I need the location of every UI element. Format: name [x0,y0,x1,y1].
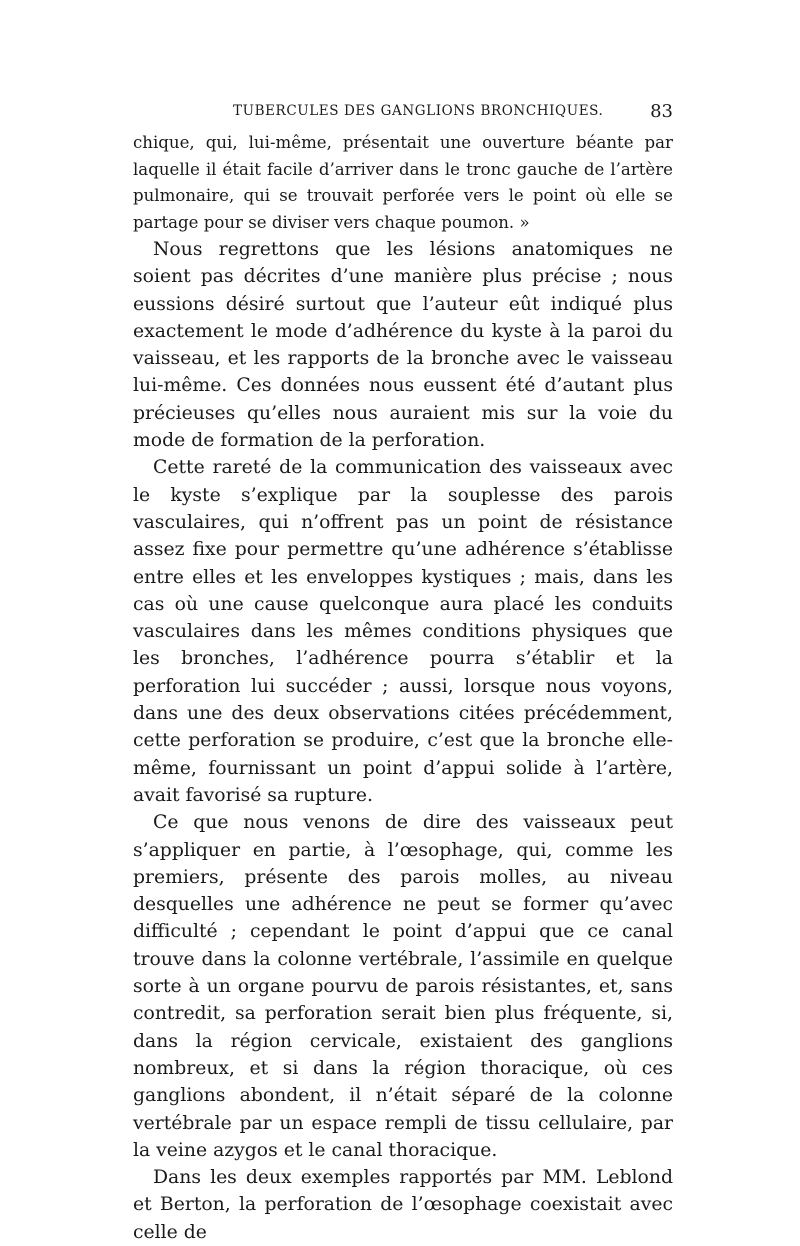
running-head [133,103,673,125]
body-text [133,130,673,1246]
running-title: TUBERCULES DES GANGLIONS BRONCHIQUES. [233,103,604,119]
paragraph-anatomical-lesions: Nous regrettons que les lésions anatomiques ne soient pas décrites d’une manière plus précise ; nous eussions désiré surtout que l’auteur eût indiqué plus exactement le mode d’adhérence du kyste à la paroi du vaisseau, et les rapports de la bronche avec le vaisseau lui-même. Ces données nous eussent été d’autant plus précieuses qu’elles nous auraient mis sur la voie du mode de formation de la perforation. [133,239,673,452]
paragraph-vessel-rarity: Cette rareté de la communication des vaisseaux avec le kyste s’explique par la souplesse des parois vasculaires, qui n’offrent pas un point de résistance assez fixe pour permettre qu’une adhérence s’établisse entre elles et les enveloppes kystiques ; mais, dans les cas où une cause quelconque aura placé les conduits vasculaires dans les mêmes conditions physiques que les bronches, l’adhérence pourra s’établir et la perforation lui succéder ; aussi, lorsque nous voyons, dans une des deux observations citées précédemment, cette perforation se produire, c’est que la bronche elle-même, fournissant un point d’appui solide à l’artère, avait favorisé sa rupture. [133,457,673,806]
paragraph-leblond-berton: Dans les deux exemples rapportés par MM. Leblond et Berton, la perforation de l’œsophage coexistait avec celle de [133,1167,673,1243]
paragraph-oesophagus: Ce que nous venons de dire des vaisseaux peut s’appliquer en partie, à l’œsophage, qui, comme les premiers, présente des parois molles, au niveau desquelles une adhérence ne peut se former qu’avec difficulté ; cependant le point d’appui que ce canal trouve dans la colonne vertébrale, l’assimile en quelque sorte à un organe pourvu de parois résistantes, et, sans contredit, sa perforation serait bien plus fréquente, si, dans la région cervicale, existaient des ganglions nombreux, et si dans la région thoracique, où ces ganglions abondent, il n’était séparé de la colonne vertébrale par un espace rempli de tissu cellulaire, par la veine azygos et le canal thoracique. [133,812,673,1161]
quotation-continuation: chique, qui, lui-même, présentait une ouverture béante par laquelle il était facile d’arriver dans le tronc gauche de l’artère pulmonaire, qui se trouvait perforée vers le point où elle se partage pour se diviser vers chaque poumon. » [133,133,673,232]
page-number: 83 [650,101,673,122]
